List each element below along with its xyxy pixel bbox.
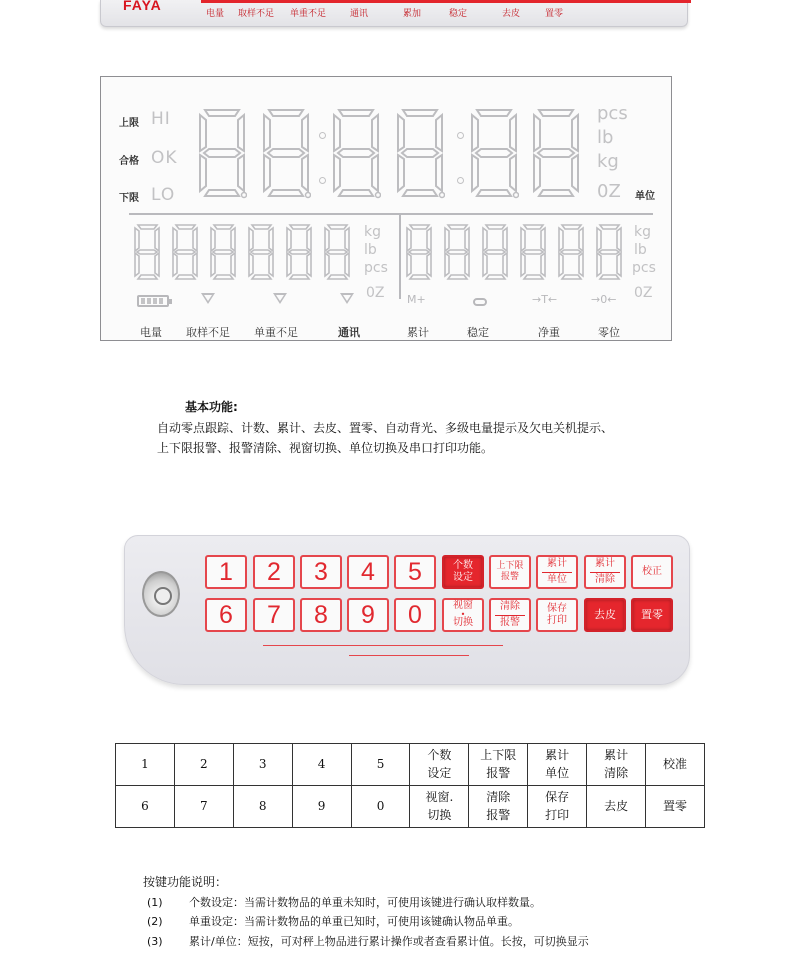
triangle-indicator-icon — [201, 293, 215, 304]
key-description-item — [147, 894, 541, 910]
key-9[interactable]: 9 — [347, 598, 389, 632]
key-clear-alarm[interactable] — [489, 598, 531, 632]
unit-kg-right: kg — [634, 224, 651, 240]
key-accum-unit-line2: 单位 — [547, 573, 567, 585]
functions-line-1: 自动零点跟踪、计数、累计、去皮、置零、自动背光、多级电量提示及欠电关机提示、 — [157, 421, 614, 435]
key-accum-clear-line2: 清除 — [595, 573, 615, 585]
small-digit — [285, 223, 313, 281]
table-cell: 6 — [116, 786, 175, 828]
bottom-label-stable: 稳定 — [467, 326, 489, 339]
small-digit — [133, 223, 161, 281]
divider-horizontal — [129, 213, 653, 215]
top-label-comm: 通讯 — [350, 9, 369, 19]
key-divider — [542, 572, 572, 573]
stable-indicator-icon — [473, 298, 487, 306]
small-digit — [323, 223, 351, 281]
decorative-line — [349, 655, 469, 656]
colon-dot — [457, 132, 464, 139]
keypad-panel — [124, 535, 690, 685]
small-digit — [443, 223, 471, 281]
key-clear-alarm-line2: 报警 — [500, 616, 520, 628]
key-window-switch-line1: 视窗 — [453, 600, 473, 612]
small-digit — [405, 223, 433, 281]
display-window-edge — [201, 0, 691, 3]
small-digit — [595, 223, 623, 281]
table-cell: 0 — [351, 786, 410, 828]
bottom-label-accumulate: 累计 — [407, 326, 429, 339]
unit-pcs-right: pcs — [632, 260, 656, 276]
divider-vertical — [399, 215, 401, 299]
unit-kg-left: kg — [364, 224, 381, 240]
table-cell: 7 — [174, 786, 233, 828]
top-label-tare: 去皮 — [502, 9, 521, 19]
key-accum-clear[interactable] — [584, 555, 626, 589]
bottom-label-comm: 通讯 — [338, 326, 360, 339]
top-label-battery: 电量 — [206, 9, 225, 19]
table-cell: 9 — [292, 786, 351, 828]
table-cell: 2 — [174, 744, 233, 786]
key-1[interactable]: 1 — [205, 555, 247, 589]
key-limit-alarm-line2: 报警 — [500, 572, 519, 582]
top-label-accumulate: 累加 — [403, 9, 422, 19]
key-5[interactable]: 5 — [394, 555, 436, 589]
small-digit — [247, 223, 275, 281]
triangle-indicator-icon — [273, 293, 287, 304]
key-calibrate[interactable]: 校正 — [631, 555, 673, 589]
item-text: 个数设定：当需计数物品的单重未知时，可使用该键进行确认取样数量。 — [189, 896, 541, 909]
key-save-print-line1: 保存 — [547, 602, 567, 614]
table-row — [116, 786, 705, 828]
functions-line-2: 上下限报警、报警清除、视窗切换、单位切换及串口打印功能。 — [157, 441, 494, 455]
key-accum-unit-line1: 累计 — [547, 558, 567, 569]
table-cell: 1 — [116, 744, 175, 786]
unit-pcs-left: pcs — [364, 260, 388, 276]
key-0[interactable]: 0 — [394, 598, 436, 632]
mplus-indicator: M+ — [407, 293, 426, 306]
key-description-title: 按键功能说明： — [143, 875, 228, 889]
key-window-switch-line2: 切换 — [453, 617, 473, 629]
unit-oz-left: 0Z — [366, 285, 385, 301]
item-text: 单重设定：当需计数物品的单重已知时，可使用该键确认物品单重。 — [189, 915, 519, 928]
small-digit — [171, 223, 199, 281]
big-digit-1 — [197, 107, 247, 199]
top-label-stable: 稳定 — [449, 9, 468, 19]
key-divider — [495, 615, 525, 616]
unit-lb: lb — [597, 127, 614, 148]
lo-indicator: LO — [151, 185, 176, 205]
lcd-diagram — [100, 76, 672, 341]
big-digit-4 — [395, 107, 445, 199]
key-4[interactable]: 4 — [347, 555, 389, 589]
top-label-zero: 置零 — [545, 9, 564, 19]
small-digit — [481, 223, 509, 281]
key-zero[interactable]: 置零 — [631, 598, 673, 632]
level-bubble-icon — [142, 571, 180, 617]
big-digit-3 — [331, 107, 381, 199]
small-digit — [557, 223, 585, 281]
key-save-print-line2: 打印 — [547, 615, 567, 626]
item-number: (1) — [147, 896, 163, 909]
label-lower-limit: 下限 — [119, 193, 139, 204]
table-cell: 5 — [351, 744, 410, 786]
item-number: (3) — [147, 935, 163, 948]
item-text: 累计/单位：短按，可对秤上物品进行累计操作或者查看累计值。长按，可切换显示 — [189, 935, 589, 948]
key-accum-unit[interactable] — [536, 555, 578, 589]
table-cell: 个数 设定 — [410, 744, 469, 786]
table-cell: 3 — [233, 744, 292, 786]
unit-kg: kg — [597, 151, 619, 172]
table-cell: 校准 — [646, 744, 705, 786]
key-description-item — [147, 913, 519, 929]
table-cell: 累计 清除 — [587, 744, 646, 786]
colon-dot — [457, 177, 464, 184]
label-qualified: 合格 — [119, 156, 139, 167]
unit-pcs: pcs — [597, 103, 628, 124]
small-digit — [209, 223, 237, 281]
key-window-switch[interactable] — [442, 598, 484, 632]
table-cell: 4 — [292, 744, 351, 786]
bottom-label-zero: 零位 — [598, 326, 620, 339]
zero-indicator: →0← — [591, 293, 617, 306]
table-row — [116, 744, 705, 786]
bottom-label-unit-weight-low: 单重不足 — [254, 326, 298, 339]
key-2[interactable]: 2 — [253, 555, 295, 589]
key-3[interactable]: 3 — [300, 555, 342, 589]
small-digit — [519, 223, 547, 281]
label-unit: 单位 — [635, 191, 655, 202]
big-digit-2 — [261, 107, 311, 199]
dot-icon: • — [460, 609, 466, 619]
key-accum-clear-line1: 累计 — [595, 558, 615, 569]
key-limit-alarm[interactable] — [489, 555, 531, 589]
table-cell: 置零 — [646, 786, 705, 828]
table-cell: 8 — [233, 786, 292, 828]
unit-oz: 0Z — [597, 181, 621, 202]
top-label-unit-weight-low: 单重不足 — [290, 9, 327, 19]
bottom-label-net: 净重 — [538, 326, 560, 339]
table-cell: 保存 打印 — [528, 786, 587, 828]
ok-indicator: OK — [151, 148, 178, 168]
table-cell: 清除 报警 — [469, 786, 528, 828]
unit-oz-right: 0Z — [634, 285, 653, 301]
key-7[interactable]: 7 — [253, 598, 295, 632]
key-6[interactable]: 6 — [205, 598, 247, 632]
brand-logo: FAYA — [123, 0, 162, 13]
unit-lb-left: lb — [364, 242, 377, 258]
key-divider — [590, 572, 620, 573]
key-count-set-line2: 设定 — [453, 572, 473, 583]
key-count-set[interactable] — [442, 555, 484, 589]
table-cell: 视窗. 切换 — [410, 786, 469, 828]
battery-icon — [137, 295, 169, 307]
colon-dot — [319, 132, 326, 139]
unit-lb-right: lb — [634, 242, 647, 258]
display-panel-top — [100, 0, 688, 27]
big-digit-6 — [531, 107, 581, 199]
key-count-set-line1: 个数 — [453, 559, 473, 571]
key-8[interactable]: 8 — [300, 598, 342, 632]
decorative-line — [263, 645, 503, 646]
hi-indicator: HI — [151, 109, 171, 129]
colon-dot — [319, 177, 326, 184]
label-upper-limit: 上限 — [119, 118, 139, 129]
triangle-indicator-icon — [340, 293, 354, 304]
functions-title: 基本功能: — [185, 400, 238, 414]
key-table — [115, 743, 705, 828]
big-digit-5 — [469, 107, 519, 199]
table-cell: 去皮 — [587, 786, 646, 828]
bottom-label-battery: 电量 — [140, 326, 162, 339]
key-tare[interactable]: 去皮 — [584, 598, 626, 632]
tare-indicator: →T← — [532, 293, 558, 306]
item-number: (2) — [147, 915, 163, 928]
key-limit-alarm-line1: 上下限 — [496, 560, 524, 571]
table-cell: 上下限 报警 — [469, 744, 528, 786]
key-description-item — [147, 933, 589, 949]
bottom-label-sample-low: 取样不足 — [186, 326, 230, 339]
key-clear-alarm-line1: 清除 — [500, 601, 520, 612]
key-save-print[interactable] — [536, 598, 578, 632]
table-cell: 累计 单位 — [528, 744, 587, 786]
top-label-sample-low: 取样不足 — [238, 9, 275, 19]
